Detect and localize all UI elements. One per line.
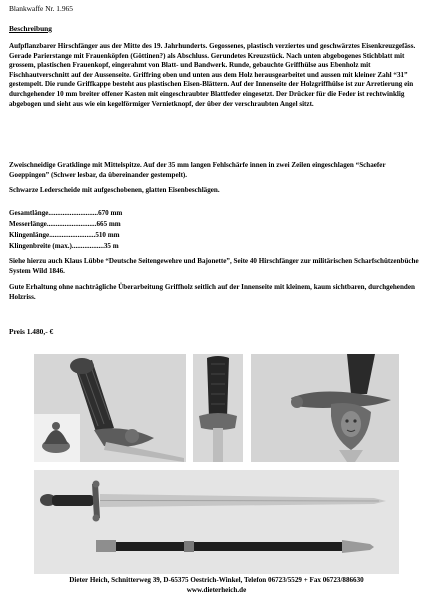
footer-address: Dieter Heich, Schnitterweg 39, D-65375 Oestrich-Winkel, Telefon 06723/5529 + Fax 06723/886630: [69, 576, 364, 584]
condition-paragraph: Gute Erhaltung ohne nachträgliche Überarbeitung Griffholz seitlich auf der Innenseite mit kleinem, kaum sichtbaren, durchgehenden Holzriss.: [9, 283, 415, 301]
photo-hilt-closeup: [34, 354, 186, 462]
photo-sword-and-scabbard: [34, 470, 399, 574]
item-number-title: Blankwaffe Nr. 1.965: [9, 4, 73, 13]
photo-grip-detail: [193, 354, 243, 462]
grip-detail-drawing: [193, 354, 243, 462]
spec-label: Klingenbreite (max.)..................: [9, 242, 104, 250]
spec-row: [9, 241, 122, 252]
spec-value: 35 m: [103, 242, 119, 250]
spec-label: Klingenlänge..........................: [9, 231, 96, 239]
footer-website-link[interactable]: www.dieterheich.de: [186, 586, 247, 594]
spec-value: 670 mm: [98, 209, 123, 217]
guard-face-drawing: [251, 354, 399, 462]
spec-row: [9, 208, 122, 219]
description-paragraph-hilt: Aufpflanzbarer Hirschfänger aus der Mitte des 19. Jahrhunderts. Gegossenes, plastisch verziertes und geschwärztes Eisenkreuzgefäss. Gerade Parierstange mit Frauenköpfen (Göttinen?) als Abschluss. Gerundetes Kreuzstück. Nach unten abgebogenes Stichblatt mit grossem, plastischen Frauenkopf, eingerahmt von Blatt- und Bandwerk. Runde, gebauchte Griffhülse aus Ebenholz mit Fischhautverschnitt auf der Aussenseite. Griffring oben und unten aus dem Holz herausgearbeitet und aussen mit kleiner Zahl “31” gestempelt. Die runde Griffkappe besteht aus plastischen Eisen-Blättern. Auf der Innenseite der Holzgriffhülse ist zur Arretierung ein durchgehender 10 mm breiter offener Kasten mit eingeschraubter Blattfeder eingesetzt. Der Drücker für die Feder ist rechtwinklig abgebogen und sieht aus wie ein kegelförmiger Vernietknopf, der über der verschraubten Angel sitzt.: [9, 42, 416, 108]
spec-value: 510 mm: [95, 231, 120, 239]
description-paragraph-blade: Zweischneidige Gratklinge mit Mittelspitze. Auf der 35 mm langen Fehlschärfe innen in zwei Zeilen eingeschlagen “Schaefer Goeppingen” (Schwer lesbar, da übereinander gestempelt).: [9, 161, 386, 179]
spec-label: Gesamtlänge............................: [9, 209, 99, 217]
description-paragraph-scabbard: Schwarze Lederscheide mit aufgeschobenen, glatten Eisenbeschlägen.: [9, 186, 220, 194]
hilt-closeup-drawing: [34, 354, 186, 462]
section-heading-description: Beschreibung: [9, 24, 52, 33]
sword-scabbard-drawing: [34, 470, 399, 574]
photo-guard-face: [251, 354, 399, 462]
price-label: Preis 1.480,- €: [9, 327, 54, 336]
spec-row: [9, 219, 122, 230]
spec-row: [9, 230, 122, 241]
reference-paragraph: Siehe hierzu auch Klaus Lübbe “Deutsche Seitengewehre und Bajonette”, Seite 40 Hirschfänger zur militärischen Scharfschützenbüche System Wild 1846.: [9, 257, 419, 275]
dimensions-list: [9, 208, 122, 252]
spec-label: Messerlänge............................: [9, 220, 97, 228]
spec-value: 665 mm: [96, 220, 121, 228]
